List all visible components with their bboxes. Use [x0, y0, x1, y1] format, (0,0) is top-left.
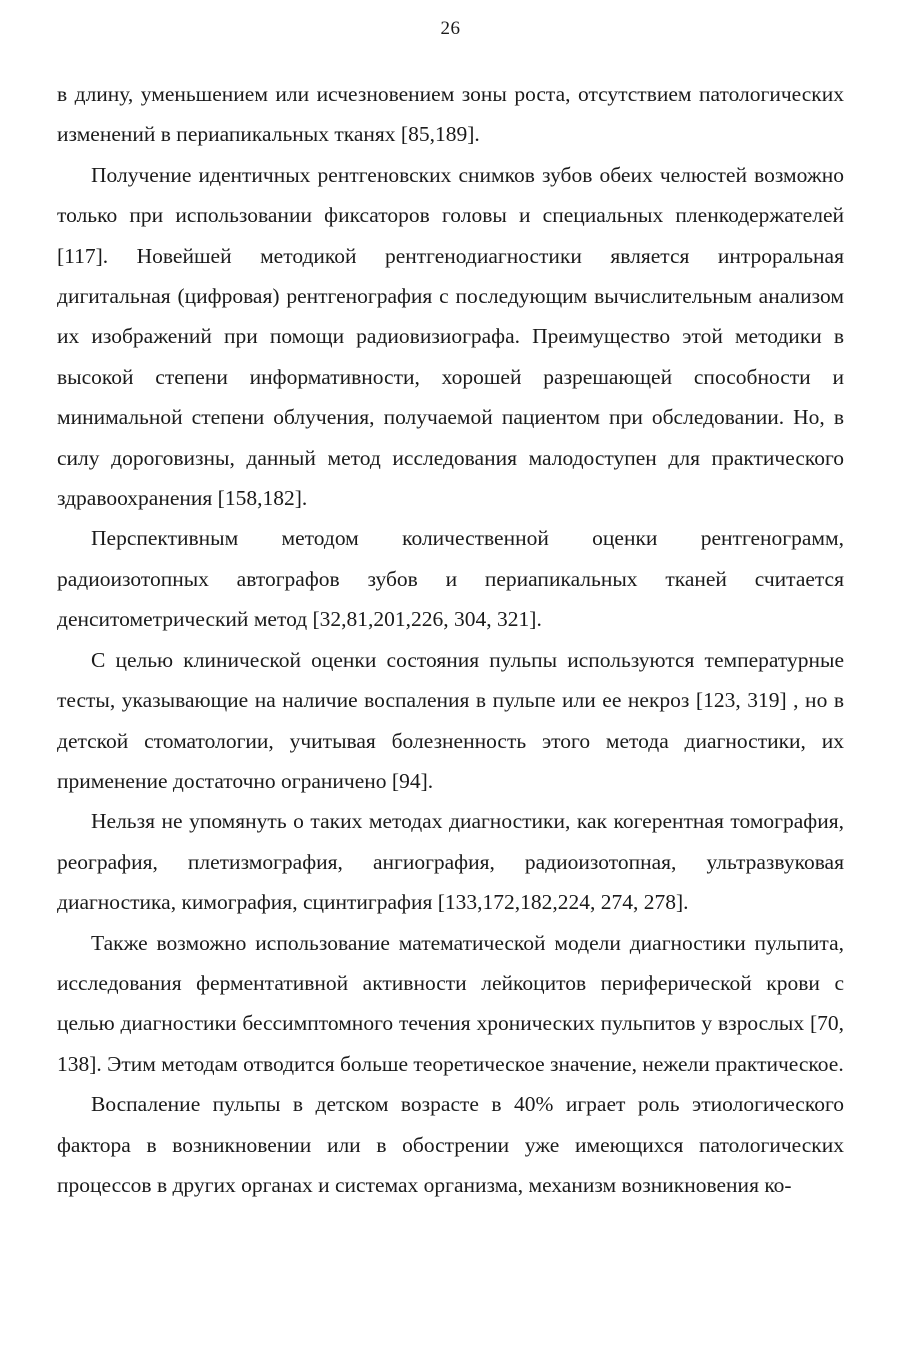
paragraph-1: в длину, уменьшением или исчезновением зоны роста, отсутствием патологических изменений в периапикальных тканях [85,189].: [57, 82, 844, 147]
body-text: [57, 74, 844, 1205]
page-number: 26: [440, 18, 461, 39]
paragraph-5: Нельзя не упомянуть о таких методах диагностики, как когерентная томография, реография, плетизмография, ангиография, радиоизотопная, ультразвуковая диагностика, кимография, сцинтиграфия [133,172,182,224, 274, 278].: [57, 809, 844, 915]
paragraph-2: Получение идентичных рентгеновских снимков зубов обеих челюстей возможно только при использовании фиксаторов головы и специальных пленкодержателей [117]. Новейшей методикой рентгенодиагностики является интроральная дигитальная (цифровая) рентгенография с последующим вычислительным анализом их изображений при помощи радиовизиографа. Преимущество этой методики в высокой степени информативности, хорошей разрешающей способности и минимальной степени облучения, получаемой пациентом при обследовании. Но, в силу дороговизны, данный метод исследования малодоступен для практического здравоохранения [158,182].: [57, 162, 844, 511]
paragraph-6: Также возможно использование математической модели диагностики пульпита, исследования ферментативной активности лейкоцитов периферической крови с целью диагностики бессимптомного течения хронических пульпитов у взрослых [70, 138]. Этим методам отводится больше теоретическое значение, нежели практическое.: [57, 930, 844, 1076]
paragraph-3: Перспективным методом количественной оценки рентгенограмм, радиоизотопных автографов зубов и периапикальных тканей считается денситометрический метод [32,81,201,226, 304, 321].: [57, 526, 844, 632]
paragraph-7: Воспаление пульпы в детском возрасте в 40% играет роль этиологического фактора в возникновении или в обострении уже имеющихся патологических процессов в других органах и системах организма, механизм возникновения ко-: [57, 1092, 844, 1197]
paragraph-4: С целью клинической оценки состояния пульпы используются температурные тесты, указывающие на наличие воспаления в пульпе или ее некроз [123, 319] , но в детской стоматологии, учитывая болезненность этого метода диагностики, их применение достаточно ограничено [94].: [57, 647, 844, 793]
